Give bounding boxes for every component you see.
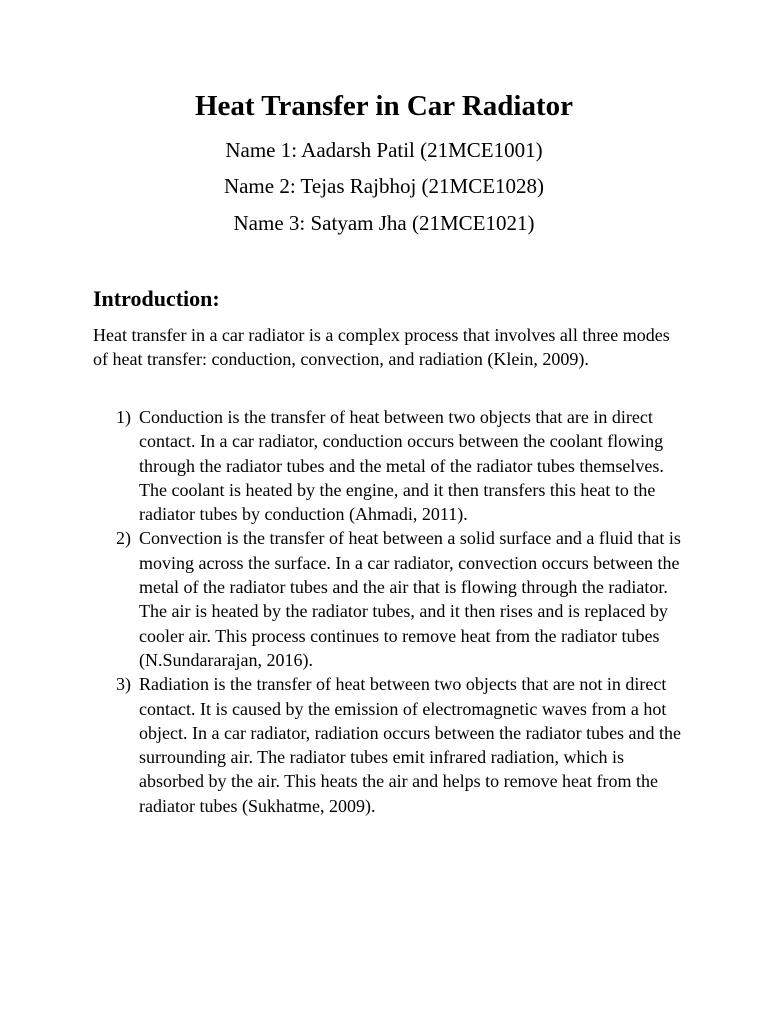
document-title: Heat Transfer in Car Radiator [194,90,574,122]
author-line-2: Name 2: Tejas Rajbhoj (21MCE1028) [223,174,545,198]
introduction-paragraph: Heat transfer in a car radiator is a complex process that involves all three modes of heat transfer: conduction, convection, and radiation (Klein, 2009). [93,325,670,370]
list-item-number: 1) [116,407,131,427]
introduction-heading: Introduction: [93,286,220,311]
list-item-text: Convection is the transfer of heat between a solid surface and a fluid that is moving across the surface. In a car radiator, convection occurs between the metal of the radiator tubes and the air that is flowing through the radiator. The air is heated by the radiator tubes, and it then rises and is replaced by cooler air. This process continues to remove heat from the radiator tubes (N.Sundararajan, 2016). [139,528,681,670]
author-line-3: Name 3: Satyam Jha (21MCE1021) [233,211,535,235]
list-item-number: 2) [116,528,131,549]
list-item-text: Radiation is the transfer of heat between two objects that are not in direct contact. It is caused by the emission of electromagnetic waves from a hot object. In a car radiator, radiation occurs between the radiator tubes and the surrounding air. The radiator tubes emit infrared radiation, which is absorbed by the air. This heats the air and helps to remove heat from the radiator tubes (Sukhatme, 2009). [139,674,682,816]
list-item-number: 3) [116,674,131,695]
list-item-text: Conduction is the transfer of heat between two objects that are in direct contact. In a car radiator, conduction occurs between the coolant flowing through the radiator tubes and the metal of the radiator tubes themselves. The coolant is heated by the engine, and it then transfers this heat to the radiator tubes by conduction (Ahmadi, 2011). [139,407,664,525]
heat-transfer-modes-list [93,405,683,818]
list-item-conduction [93,405,683,526]
list-item-convection [93,526,683,672]
author-line-1: Name 1: Aadarsh Patil (21MCE1001) [225,138,543,162]
list-item-radiation [93,672,683,818]
